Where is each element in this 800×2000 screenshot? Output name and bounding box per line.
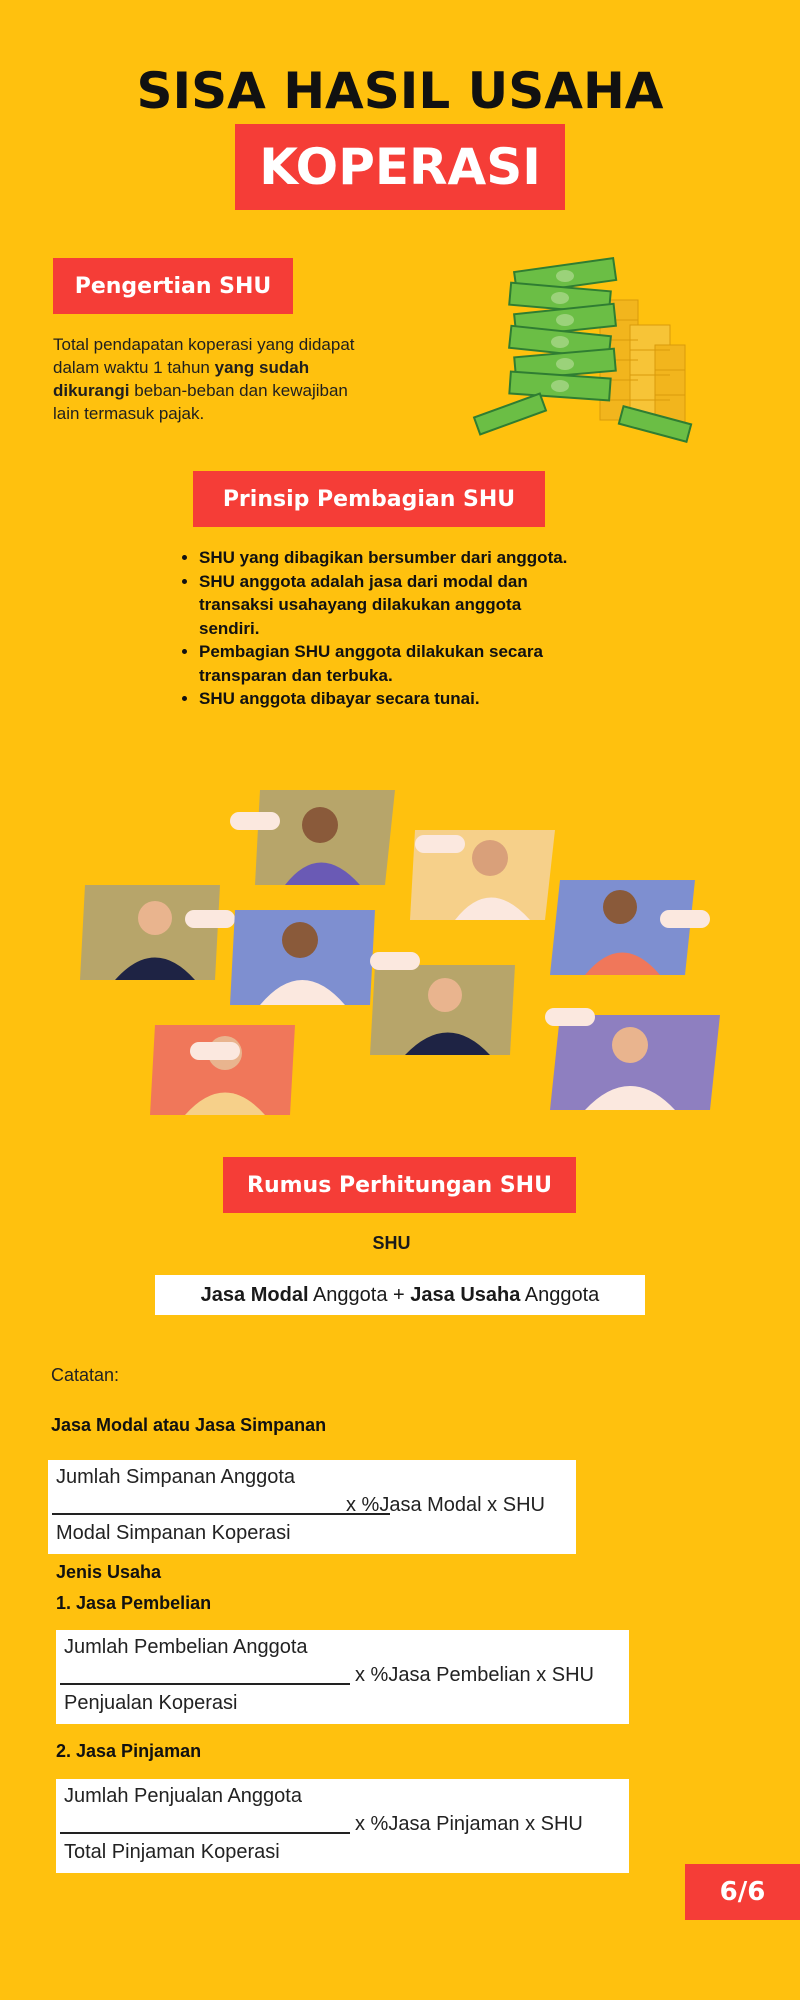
fraction-line [60,1683,350,1685]
prinsip-item: • SHU yang dibagikan bersumber dari anggota. [199,546,577,570]
pinjaman-numerator: Jumlah Penjualan Anggota [64,1785,302,1807]
catatan-label: Catatan: [51,1365,120,1385]
video-tile-3 [80,885,235,980]
pengertian-text-bold: yang sudah dikurangi [53,358,310,400]
prinsip-heading [193,471,545,527]
pinjaman-title: 2. Jasa Pinjaman [56,1741,202,1761]
pembelian-title: 1. Jasa Pembelian [56,1593,212,1613]
page-indicator-text: 6/6 [719,1877,766,1907]
pengertian-text-a: Total pendapatan koperasi yang didapat dalam waktu 1 tahun [53,335,355,377]
pinjaman-denominator: Total Pinjaman Koperasi [64,1841,280,1863]
jasa-modal-numerator: Jumlah Simpanan Anggota [56,1466,296,1488]
video-tile-7 [150,1025,295,1115]
video-tile-8 [545,1008,720,1110]
page-indicator [685,1864,800,1920]
pinjaman-multiplier: x %Jasa Pinjaman x SHU [355,1813,583,1835]
formula-jasa-usaha: Jasa Usaha [410,1283,521,1306]
jasa-modal-formula-box [48,1460,576,1554]
prinsip-heading-text: Prinsip Pembagian SHU [222,486,516,512]
pembelian-formula-box [56,1630,629,1724]
video-tile-5 [550,880,710,975]
page-title: SISA HASIL USAHA [136,62,664,120]
pembelian-numerator: Jumlah Pembelian Anggota [64,1636,308,1658]
shu-label: SHU [372,1233,411,1253]
video-tile-2 [410,830,555,920]
rumus-heading [223,1157,576,1213]
pengertian-heading-text: Pengertian SHU [74,273,272,299]
formula-text-1: Anggota + [308,1283,411,1306]
pengertian-heading [53,258,293,314]
rumus-heading-text: Rumus Perhitungan SHU [247,1172,552,1198]
shu-formula [155,1275,645,1315]
pinjaman-formula-box [56,1779,629,1873]
video-tile-6 [370,952,515,1055]
pembelian-denominator: Penjualan Koperasi [64,1692,238,1714]
prinsip-item: • SHU anggota dibayar secara tunai. [199,687,577,711]
formula-jasa-modal: Jasa Modal [200,1283,309,1306]
video-tile-1 [230,790,395,885]
jasa-modal-multiplier-text: x %Jasa Modal x SHU [346,1494,545,1516]
money-illustration [470,255,695,450]
prinsip-list [177,546,577,711]
prinsip-item: • SHU anggota adalah jasa dari modal dan transaksi usahayang dilakukan anggota sendiri. [199,570,577,641]
formula-text-2: Anggota [520,1283,600,1306]
video-call-illustration [70,770,730,1130]
jenis-usaha-title: Jenis Usaha [56,1562,162,1582]
pengertian-text-b: beban-beban dan kewajiban lain termasuk pajak. [53,381,348,423]
video-tile-4 [230,910,375,1005]
pembelian-multiplier: x %Jasa Pembelian x SHU [355,1664,594,1686]
jasa-modal-title: Jasa Modal atau Jasa Simpanan [51,1415,327,1435]
jasa-modal-denominator: Modal Simpanan Koperasi [56,1522,291,1544]
pengertian-text [53,333,373,425]
fraction-line [52,1513,390,1515]
page-subtitle-box [235,124,565,210]
fraction-line [60,1832,350,1834]
prinsip-item: • Pembagian SHU anggota dilakukan secara transparan dan terbuka. [199,640,577,687]
page-subtitle: KOPERASI [259,138,541,196]
